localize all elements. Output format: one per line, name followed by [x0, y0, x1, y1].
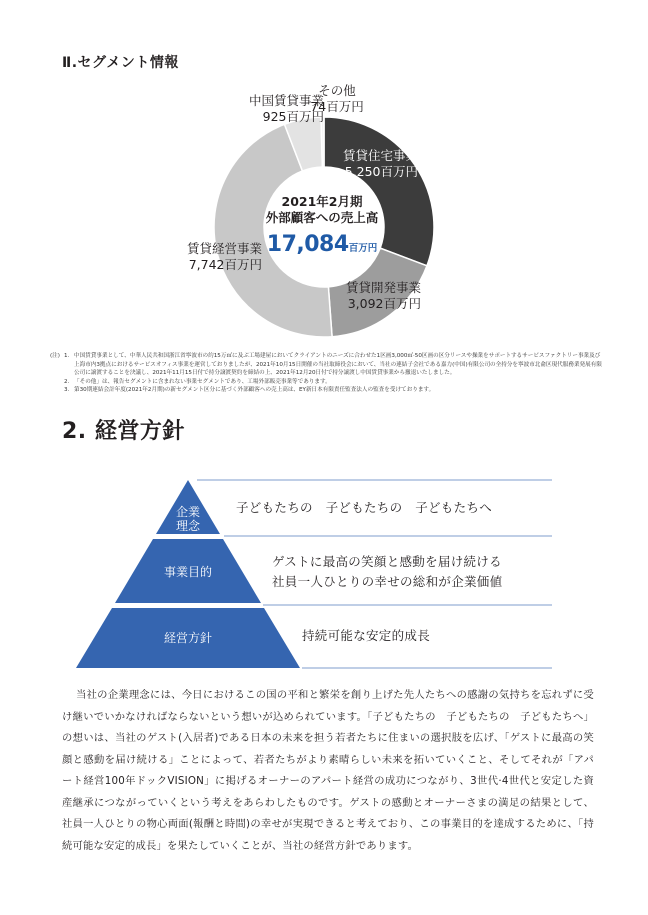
- pyramid-text-3: 持続可能な安定的成長: [302, 628, 431, 643]
- donut-hole: [264, 167, 384, 287]
- label-rental-housing: [343, 148, 418, 180]
- pyramid-text-2a: ゲストに最高の笑顔と感動を届け続ける: [272, 554, 502, 569]
- total-unit: 百万円: [348, 243, 378, 254]
- label-rental-dev-value: 3,092百万円: [347, 296, 421, 311]
- pyramid-label-3: 経営方針: [163, 631, 213, 645]
- segment-donut-chart: [0, 0, 648, 360]
- label-rental-mgmt-value: 7,742百万円: [188, 257, 262, 272]
- note-row: [50, 386, 605, 395]
- chart-center-title: [242, 194, 402, 226]
- pyramid-text-1: 子どもたちの 子どもたちの 子どもたちへ: [236, 500, 493, 515]
- label-rental-dev: [346, 280, 421, 312]
- chart-center-total: [242, 232, 402, 257]
- label-other: [307, 83, 367, 115]
- note-row: [50, 378, 605, 387]
- note-prefix: (注): [50, 353, 60, 359]
- notes: [50, 352, 605, 395]
- note-text: 「その他」は、報告セグメントに含まれない事業セグメントであり、工場外部販売事業等であります。: [74, 378, 331, 385]
- pyramid-label-1a: 企業: [175, 505, 201, 519]
- section-title: Ⅱ.セグメント情報: [62, 55, 179, 71]
- label-other-value: 74百万円: [310, 99, 364, 114]
- policy-title: 2. 経営方針: [62, 419, 185, 444]
- label-other-name: その他: [318, 83, 356, 98]
- note-number: 1.: [64, 353, 70, 359]
- note-text: 第30期連結会計年度(2021年2月期)の新セグメント区分に基づく外部顧客への売上高は、EY新日本有限責任監査法人の監査を受けております。: [74, 387, 435, 394]
- center-line-1: 2021年2月期: [281, 194, 363, 209]
- label-rental-housing-name: 賃貸住宅事業: [342, 148, 418, 163]
- note-text: 中国賃貸事業として、中華人民共和国浙江省寧波市の約15万㎡に及ぶ工場建屋においてクライアントのニーズに合わせた1区画3,000㎡·50区画の区分リースや操業をサポートするサービスファクトリー事業及び上海市内3拠点におけるサービスオフィス事業を運営しておりましたが、2021年10月15日開催の当社取締役会において、当社の連結子会社である嘉力(中国)有限公司の全持分を寧波市北侖区現代服務業発展有限公司に譲渡することを決議し、2021年11月15日付で持分譲渡契約を締結の上、2021年12月20日付で持分譲渡し中国賃貸事業から撤退いたしました。: [74, 353, 602, 377]
- label-rental-dev-name: 賃貸開発事業: [345, 280, 421, 295]
- pyramid-label-2: 事業目的: [163, 565, 213, 579]
- label-rental-housing-value: 5,250百万円: [344, 164, 418, 179]
- total-value: 17,084: [266, 232, 349, 257]
- body-paragraph: 当社の企業理念には、今日におけるこの国の平和と繁栄を創り上げた先人たちへの感謝の気持ちを忘れずに受け継いでいかなければならないという想いが込められています。「子どもたちの 子どもたちの 子どもたちへ」の想いは、当社のゲスト(入居者)である日本の未来を担う若者たちに住まいの選択肢を広げ、「ゲストに最高の笑顔と感動を届け続ける」ことによって、若者たちがより素晴らしい未来を拓いていくこと、そしてそれが「アパート経営100年ドックVISION」に掲げるオーナーのアパート経営の成功につながり、3世代·4世代と安定した資産継承につながっていくという考えをあらわしたものです。ゲストの感動とオーナーさまの満足の結果として、社員一人ひとりの物心両面(報酬と時間)の幸せが実現できると考えており、この事業目的を達成するために、「持続可能な安定的成長」を果たしていくことが、当社の経営方針であります。: [62, 689, 594, 852]
- note-number: 2.: [64, 378, 70, 385]
- note-row: [50, 352, 605, 378]
- note-number: 3.: [64, 387, 70, 394]
- label-rental-mgmt-name: 賃貸経営事業: [186, 241, 262, 256]
- pyramid-label-1b: 理念: [175, 519, 201, 533]
- center-line-2: 外部顧客への売上高: [265, 210, 379, 225]
- label-china-value: 925百万円: [262, 109, 324, 124]
- pyramid-text-2b: 社員一人ひとりの幸せの総和が企業価値: [272, 574, 503, 589]
- label-china-name: 中国賃貸事業: [248, 93, 324, 108]
